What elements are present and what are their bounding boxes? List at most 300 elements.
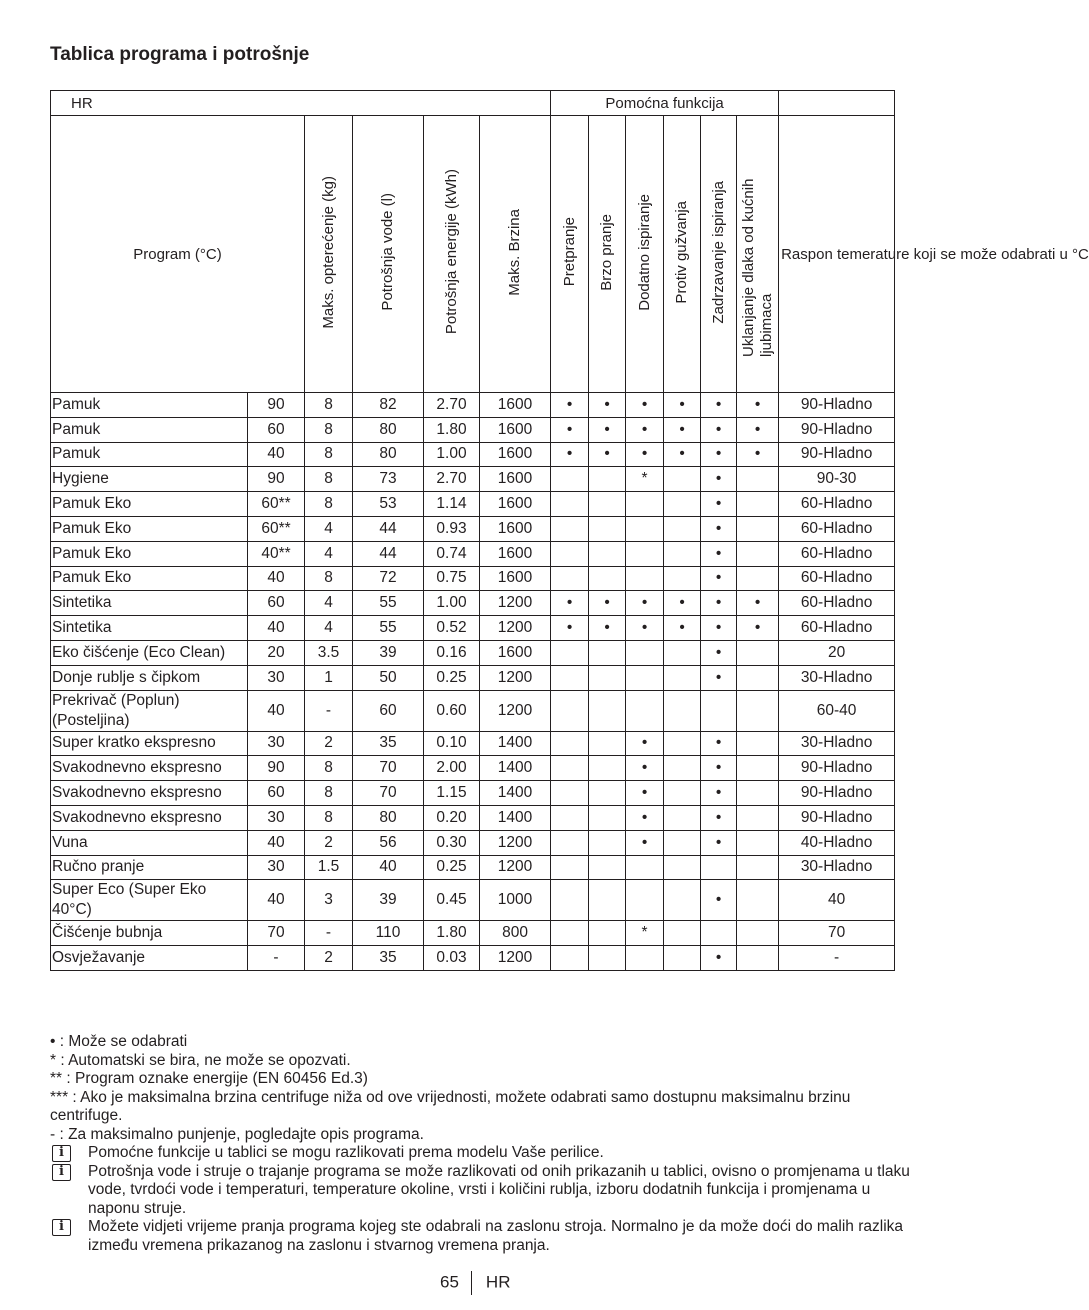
aux-mark: • — [664, 591, 701, 616]
aux-mark — [589, 781, 626, 806]
aux-mark — [664, 665, 701, 690]
aux-mark: • — [551, 442, 589, 467]
page-number: 65 — [440, 1272, 459, 1292]
cell-range: 90-30 — [779, 467, 895, 492]
cell-load: 3 — [305, 880, 353, 921]
program-name: Svakodnevno ekspresno — [51, 781, 248, 806]
note-triple-asterisk: *** : Ako je maksimalna brzina centrifuge niža od ove vrijednosti, možete odabrati samo dostupnu maksimalnu brzinu centrifuge. — [50, 1088, 851, 1124]
cell-temp: 20 — [248, 640, 305, 665]
note-bullet: • : Može se odabrati — [50, 1033, 188, 1050]
info-note — [50, 1218, 910, 1255]
cell-water: 80 — [353, 805, 424, 830]
aux-mark — [664, 756, 701, 781]
program-table — [50, 90, 1089, 971]
cell-water: 80 — [353, 442, 424, 467]
cell-temp: 40 — [248, 830, 305, 855]
aux-mark — [589, 830, 626, 855]
cell-temp: 40 — [248, 616, 305, 641]
aux-mark: • — [701, 805, 737, 830]
cell-range: 70 — [779, 921, 895, 946]
program-name: Pamuk — [51, 442, 248, 467]
aux-mark: • — [701, 516, 737, 541]
cell-speed: 1600 — [480, 467, 551, 492]
aux-mark: • — [701, 566, 737, 591]
table-row — [51, 492, 895, 517]
table-row — [51, 830, 895, 855]
aux-mark: • — [626, 781, 664, 806]
program-name: Svakodnevno ekspresno — [51, 805, 248, 830]
aux-mark: • — [626, 731, 664, 756]
aux-mark — [589, 467, 626, 492]
cell-speed: 1600 — [480, 492, 551, 517]
aux-header-pet-hair: Uklanjanje dlaka od kućnih ljubimaca — [739, 178, 775, 357]
table-row — [51, 855, 895, 880]
cell-load: 8 — [305, 756, 353, 781]
cell-temp: 70 — [248, 921, 305, 946]
info-note — [50, 1163, 910, 1219]
cell-water: 50 — [353, 665, 424, 690]
program-name: Čišćenje bubnja — [51, 921, 248, 946]
program-name: Pamuk Eko — [51, 516, 248, 541]
aux-mark — [551, 690, 589, 731]
cell-load: 8 — [305, 781, 353, 806]
cell-water: 35 — [353, 731, 424, 756]
table-row — [51, 417, 895, 442]
aux-mark — [589, 566, 626, 591]
aux-mark — [664, 855, 701, 880]
aux-mark — [664, 731, 701, 756]
aux-mark — [589, 855, 626, 880]
cell-water: 44 — [353, 541, 424, 566]
aux-mark: • — [551, 393, 589, 418]
cell-water: 60 — [353, 690, 424, 731]
cell-temp: 40 — [248, 566, 305, 591]
cell-energy: 2.70 — [424, 467, 480, 492]
cell-energy: 0.20 — [424, 805, 480, 830]
cell-range: 20 — [779, 640, 895, 665]
cell-range: 40-Hladno — [779, 830, 895, 855]
table-row — [51, 467, 895, 492]
aux-mark — [737, 781, 779, 806]
aux-mark — [551, 731, 589, 756]
aux-mark — [551, 921, 589, 946]
cell-energy: 0.60 — [424, 690, 480, 731]
load-header: Maks. opterećenje (kg) — [319, 175, 337, 329]
aux-mark — [589, 756, 626, 781]
aux-mark — [737, 690, 779, 731]
cell-load: 8 — [305, 566, 353, 591]
aux-mark — [551, 805, 589, 830]
table-row — [51, 541, 895, 566]
aux-mark — [626, 640, 664, 665]
cell-temp: 90 — [248, 467, 305, 492]
table-row — [51, 442, 895, 467]
aux-mark: • — [701, 665, 737, 690]
aux-header-prewash: Pretpranje — [560, 217, 578, 287]
aux-mark: • — [737, 442, 779, 467]
aux-header-quick: Brzo pranje — [598, 213, 616, 291]
aux-mark — [664, 467, 701, 492]
aux-mark: • — [701, 731, 737, 756]
aux-mark — [626, 516, 664, 541]
aux-mark — [551, 880, 589, 921]
program-name: Vuna — [51, 830, 248, 855]
program-name: Sintetika — [51, 616, 248, 641]
aux-mark — [589, 665, 626, 690]
aux-mark — [589, 690, 626, 731]
cell-temp: 90 — [248, 393, 305, 418]
aux-mark: • — [701, 830, 737, 855]
aux-mark — [701, 855, 737, 880]
program-name: Eko čišćenje (Eco Clean) — [51, 640, 248, 665]
aux-mark: • — [701, 467, 737, 492]
aux-mark: • — [589, 393, 626, 418]
water-header: Potrošnja vode (l) — [379, 193, 396, 311]
aux-mark — [626, 880, 664, 921]
aux-mark — [664, 921, 701, 946]
info-text: Pomoćne funkcije u tablici se mogu razlikovati prema modelu Vaše perilice. — [88, 1144, 604, 1161]
aux-mark — [737, 665, 779, 690]
footer-lang: HR — [485, 1272, 511, 1292]
cell-load: 2 — [305, 946, 353, 971]
cell-speed: 1600 — [480, 516, 551, 541]
aux-mark: • — [626, 393, 664, 418]
aux-mark — [664, 640, 701, 665]
cell-water: 53 — [353, 492, 424, 517]
page-footer — [440, 1271, 510, 1295]
aux-mark — [551, 541, 589, 566]
cell-energy: 1.14 — [424, 492, 480, 517]
aux-mark: • — [551, 417, 589, 442]
cell-speed: 1200 — [480, 855, 551, 880]
aux-mark — [737, 566, 779, 591]
cell-load: - — [305, 690, 353, 731]
cell-load: 1 — [305, 665, 353, 690]
cell-water: 55 — [353, 616, 424, 641]
cell-range: 90-Hladno — [779, 417, 895, 442]
cell-range: 40 — [779, 880, 895, 921]
cell-temp: 30 — [248, 855, 305, 880]
cell-temp: 60** — [248, 492, 305, 517]
aux-mark — [589, 946, 626, 971]
aux-mark — [737, 467, 779, 492]
footer-divider — [471, 1271, 472, 1295]
range-header: Raspon temerature koji se može odabrati u °C — [779, 116, 895, 393]
cell-temp: 60 — [248, 781, 305, 806]
aux-mark — [664, 880, 701, 921]
aux-mark: • — [626, 830, 664, 855]
cell-speed: 800 — [480, 921, 551, 946]
aux-mark: * — [626, 921, 664, 946]
aux-mark — [664, 566, 701, 591]
program-name: Super kratko ekspresno — [51, 731, 248, 756]
aux-mark — [551, 492, 589, 517]
aux-mark — [664, 541, 701, 566]
table-row — [51, 921, 895, 946]
aux-mark — [737, 731, 779, 756]
program-name: Pamuk — [51, 417, 248, 442]
info-note — [50, 1144, 910, 1163]
cell-temp: 30 — [248, 665, 305, 690]
aux-mark: • — [701, 640, 737, 665]
cell-water: 70 — [353, 781, 424, 806]
aux-mark — [664, 805, 701, 830]
aux-mark: • — [589, 442, 626, 467]
aux-mark — [589, 640, 626, 665]
aux-mark: • — [626, 417, 664, 442]
aux-mark — [737, 805, 779, 830]
cell-water: 82 — [353, 393, 424, 418]
cell-water: 40 — [353, 855, 424, 880]
aux-mark — [551, 467, 589, 492]
cell-energy: 0.03 — [424, 946, 480, 971]
cell-energy: 0.30 — [424, 830, 480, 855]
cell-temp: 60 — [248, 417, 305, 442]
cell-load: 8 — [305, 805, 353, 830]
cell-energy: 0.75 — [424, 566, 480, 591]
cell-range: 30-Hladno — [779, 731, 895, 756]
aux-mark: • — [551, 616, 589, 641]
aux-mark — [551, 665, 589, 690]
cell-range: 90-Hladno — [779, 781, 895, 806]
program-name: Pamuk Eko — [51, 566, 248, 591]
aux-mark — [626, 665, 664, 690]
cell-range: 30-Hladno — [779, 665, 895, 690]
cell-speed: 1600 — [480, 442, 551, 467]
aux-mark — [737, 541, 779, 566]
aux-mark — [737, 921, 779, 946]
aux-header-anti-crease: Protiv gužvanja — [673, 200, 691, 304]
aux-mark — [589, 805, 626, 830]
cell-speed: 1200 — [480, 616, 551, 641]
speed-header: Maks. Brzina — [506, 208, 524, 296]
cell-water: 73 — [353, 467, 424, 492]
aux-mark: • — [626, 756, 664, 781]
info-text: Možete vidjeti vrijeme pranja programa kojeg ste odabrali na zaslonu stroja. Normalno je da može doći do malih razlika između vremena prikazanog na zaslonu i stvarnog vremena pranja. — [88, 1218, 904, 1254]
aux-mark: • — [701, 591, 737, 616]
cell-speed: 1200 — [480, 946, 551, 971]
program-name: Svakodnevno ekspresno — [51, 756, 248, 781]
aux-mark — [551, 640, 589, 665]
aux-mark: • — [664, 417, 701, 442]
aux-mark — [737, 830, 779, 855]
cell-range: 60-Hladno — [779, 591, 895, 616]
table-row — [51, 566, 895, 591]
aux-mark — [551, 756, 589, 781]
page-title: Tablica programa i potrošnje — [50, 44, 310, 65]
cell-energy: 1.80 — [424, 921, 480, 946]
info-text: Potrošnja vode i struje o trajanje programa se može razlikovati od onih prikazanih u tablici, ovisno o promjenama u tlaku vode, tvrdoći vode i temperaturi, temperature okoline, vrsti i količini rublja, izboru dodatnih funkcija i promjenama u naponu struje. — [88, 1162, 910, 1217]
aux-mark — [551, 946, 589, 971]
cell-water: 110 — [353, 921, 424, 946]
aux-mark — [589, 880, 626, 921]
cell-energy: 1.15 — [424, 781, 480, 806]
info-icon: i — [52, 1145, 71, 1162]
aux-mark — [551, 855, 589, 880]
cell-load: 2 — [305, 731, 353, 756]
cell-temp: 40** — [248, 541, 305, 566]
cell-temp: 30 — [248, 805, 305, 830]
cell-load: - — [305, 921, 353, 946]
aux-mark: • — [626, 591, 664, 616]
cell-energy: 2.00 — [424, 756, 480, 781]
aux-mark — [626, 541, 664, 566]
aux-mark — [664, 492, 701, 517]
aux-mark: • — [551, 591, 589, 616]
cell-range: 90-Hladno — [779, 393, 895, 418]
table-row — [51, 805, 895, 830]
aux-mark: • — [701, 442, 737, 467]
cell-temp: 40 — [248, 880, 305, 921]
note-double-asterisk: ** : Program oznake energije (EN 60456 Ed.3) — [50, 1070, 368, 1087]
aux-mark — [664, 946, 701, 971]
table-row — [51, 516, 895, 541]
cell-temp: - — [248, 946, 305, 971]
aux-mark — [664, 781, 701, 806]
aux-mark: • — [701, 880, 737, 921]
cell-range: 60-Hladno — [779, 492, 895, 517]
cell-range: 60-Hladno — [779, 566, 895, 591]
aux-mark: • — [737, 393, 779, 418]
cell-range: 30-Hladno — [779, 855, 895, 880]
aux-mark: • — [664, 616, 701, 641]
aux-mark — [737, 946, 779, 971]
aux-mark — [626, 946, 664, 971]
aux-mark — [737, 880, 779, 921]
cell-temp: 60 — [248, 591, 305, 616]
cell-speed: 1600 — [480, 417, 551, 442]
program-name: Donje rublje s čipkom — [51, 665, 248, 690]
cell-water: 70 — [353, 756, 424, 781]
cell-speed: 1400 — [480, 781, 551, 806]
aux-header-rinse-hold: Zadrzavanje ispiranja — [709, 180, 727, 324]
cell-load: 1.5 — [305, 855, 353, 880]
program-header: Program (°C) — [51, 116, 305, 393]
cell-speed: 1200 — [480, 690, 551, 731]
aux-mark — [737, 756, 779, 781]
aux-mark: • — [701, 756, 737, 781]
cell-load: 8 — [305, 467, 353, 492]
info-icon: i — [52, 1219, 71, 1236]
cell-load: 8 — [305, 417, 353, 442]
empty-header-cell — [779, 91, 895, 116]
cell-energy: 0.74 — [424, 541, 480, 566]
energy-header: Potrošnja energije (kWh) — [442, 169, 460, 335]
program-name: Pamuk Eko — [51, 492, 248, 517]
table-row — [51, 756, 895, 781]
aux-mark: • — [626, 442, 664, 467]
aux-mark: • — [664, 442, 701, 467]
aux-mark: • — [701, 781, 737, 806]
cell-water: 80 — [353, 417, 424, 442]
aux-mark: • — [664, 393, 701, 418]
aux-mark: • — [701, 616, 737, 641]
info-icon: i — [52, 1164, 71, 1181]
program-name: Prekrivač (Poplun) (Posteljina) — [51, 690, 248, 731]
note-asterisk: * : Automatski se bira, ne može se opozvati. — [50, 1051, 351, 1069]
aux-mark: • — [701, 946, 737, 971]
cell-load: 2 — [305, 830, 353, 855]
cell-temp: 30 — [248, 731, 305, 756]
cell-range: - — [779, 946, 895, 971]
cell-range: 90-Hladno — [779, 756, 895, 781]
cell-speed: 1600 — [480, 541, 551, 566]
cell-energy: 0.93 — [424, 516, 480, 541]
table-row — [51, 393, 895, 418]
cell-water: 39 — [353, 880, 424, 921]
cell-range: 60-Hladno — [779, 516, 895, 541]
cell-speed: 1000 — [480, 880, 551, 921]
aux-mark — [664, 830, 701, 855]
table-row — [51, 591, 895, 616]
cell-load: 4 — [305, 516, 353, 541]
cell-speed: 1400 — [480, 756, 551, 781]
cell-load: 8 — [305, 492, 353, 517]
cell-speed: 1200 — [480, 665, 551, 690]
aux-mark — [589, 492, 626, 517]
aux-mark — [737, 855, 779, 880]
aux-mark — [626, 566, 664, 591]
table-row — [51, 665, 895, 690]
program-name: Osvježavanje — [51, 946, 248, 971]
program-name: Super Eco (Super Eko 40°C) — [51, 880, 248, 921]
cell-temp: 60** — [248, 516, 305, 541]
cell-load: 8 — [305, 393, 353, 418]
lang-header: HR — [51, 91, 551, 116]
cell-energy: 0.10 — [424, 731, 480, 756]
cell-speed: 1400 — [480, 731, 551, 756]
aux-header-extra-rinse: Dodatno ispiranje — [635, 193, 653, 311]
aux-mark: • — [589, 417, 626, 442]
cell-range: 60-Hladno — [779, 541, 895, 566]
aux-mark: • — [589, 591, 626, 616]
aux-mark — [551, 781, 589, 806]
cell-energy: 0.25 — [424, 665, 480, 690]
aux-mark — [701, 921, 737, 946]
cell-energy: 0.25 — [424, 855, 480, 880]
aux-mark — [626, 690, 664, 731]
aux-mark — [589, 731, 626, 756]
cell-load: 4 — [305, 591, 353, 616]
aux-mark: • — [701, 417, 737, 442]
aux-mark: • — [737, 417, 779, 442]
aux-mark: • — [701, 393, 737, 418]
aux-mark: • — [626, 805, 664, 830]
cell-water: 44 — [353, 516, 424, 541]
table-row — [51, 616, 895, 641]
cell-speed: 1600 — [480, 393, 551, 418]
cell-water: 72 — [353, 566, 424, 591]
program-name: Hygiene — [51, 467, 248, 492]
aux-mark: * — [626, 467, 664, 492]
cell-energy: 1.00 — [424, 442, 480, 467]
cell-speed: 1400 — [480, 805, 551, 830]
aux-group-header: Pomoćna funkcija — [551, 91, 779, 116]
cell-water: 56 — [353, 830, 424, 855]
aux-mark: • — [701, 541, 737, 566]
cell-water: 35 — [353, 946, 424, 971]
cell-energy: 1.80 — [424, 417, 480, 442]
cell-water: 39 — [353, 640, 424, 665]
cell-energy: 0.52 — [424, 616, 480, 641]
table-row — [51, 690, 895, 731]
aux-mark — [737, 492, 779, 517]
aux-mark — [664, 516, 701, 541]
note-dash: - : Za maksimalno punjenje, pogledajte opis programa. — [50, 1125, 424, 1143]
aux-mark: • — [589, 616, 626, 641]
aux-mark: • — [737, 616, 779, 641]
aux-mark — [626, 492, 664, 517]
